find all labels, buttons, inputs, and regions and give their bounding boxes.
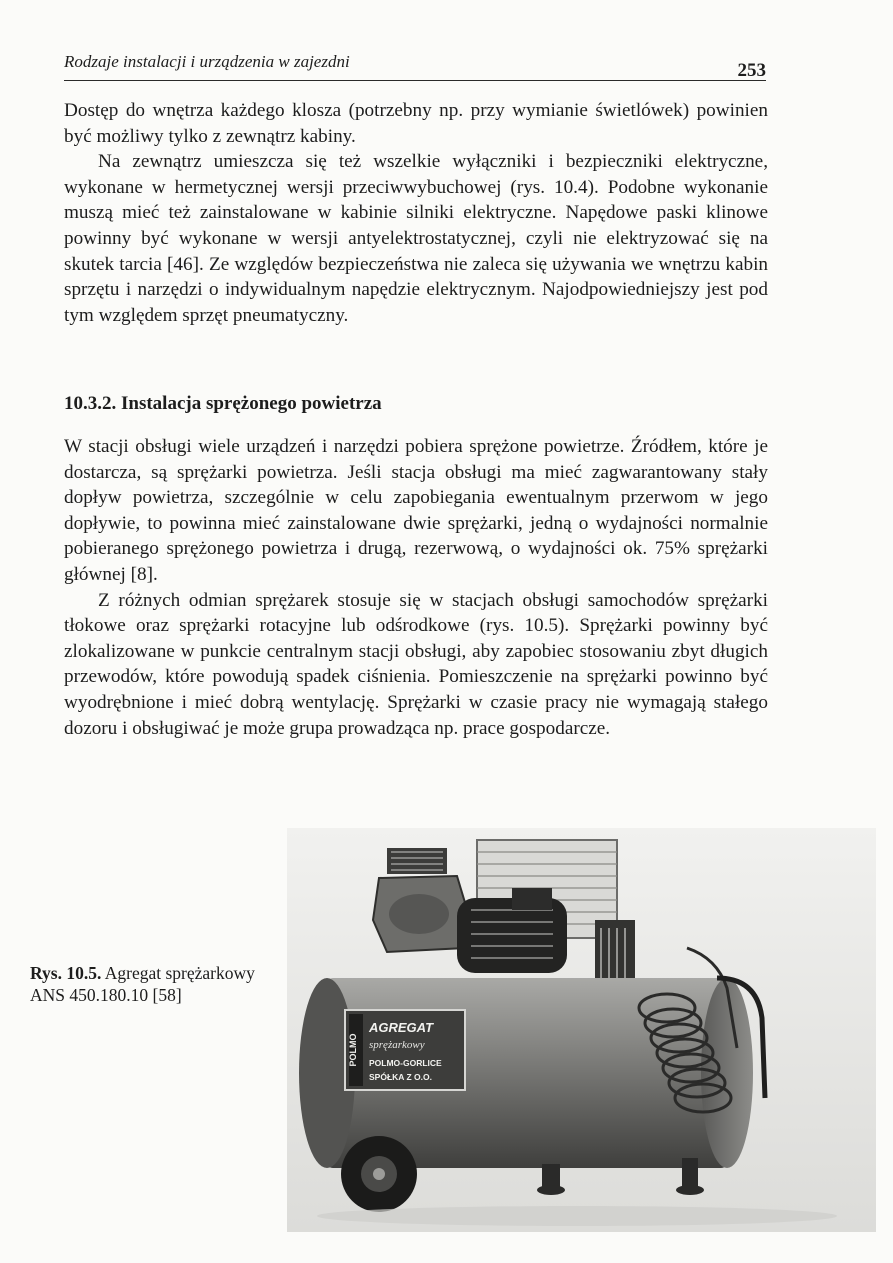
nameplate-title: AGREGAT: [369, 1020, 434, 1035]
paragraph-1: Dostęp do wnętrza każdego klosza (potrzebny np. przy wymianie świetlówek) powinien być możliwy tylko z zewnątrz kabiny.: [64, 100, 768, 147]
page-number: 253: [737, 60, 766, 81]
compressor-photo: [287, 828, 876, 1232]
running-title: Rodzaje instalacji i urządzenia w zajezdni: [64, 52, 350, 71]
electric-motor: [457, 888, 567, 973]
nameplate-company: SPÓŁKA Z O.O.: [369, 1072, 432, 1082]
paragraph-4: Z różnych odmian sprężarek stosuje się w stacjach obsługi samochodów sprężarki tłokowe oraz sprężarki rotacyjne lub odśrodkowe (rys. 10.5). Sprężarki powinny być zlokalizowane w punkcie centralnym stacji obsługi, aby zapobiec stosowaniu zbyt długich przewodów, które powodują spadek ciśnienia. Pomieszczenie na sprężarki powinno być wyodrębnione i mieć dobrą wentylację. Sprężarki w czasie pracy nie wymagają stałego dozoru i obsługiwać je może grupa prowadząca np. prace gospodarcze.: [64, 589, 768, 739]
floor-shadow: [317, 1206, 837, 1226]
text-block-bottom: [64, 434, 768, 741]
figure-caption: [30, 962, 266, 1006]
text-block-top: [64, 98, 768, 328]
paragraph-3: W stacji obsługi wiele urządzeń i narzędzi pobiera sprężone powietrze. Źródłem, które je dostarcza, są sprężarki powietrza. Jeśli stacja obsługi ma mieć zagwarantowany stały dopływ powietrza, szczególnie w celu zapobiegania ewentualnym przerwom w jego dopływie, to powinna mieć zainstalowane dwie sprężarki, jedną o wydajności normalnie pobieranego sprężonego powietrza i drugą, rezerwową, o wydajności ok. 75% sprężarki głównej [8].: [64, 436, 768, 585]
nameplate: [345, 1010, 465, 1090]
paragraph-2: Na zewnątrz umieszcza się też wszelkie wyłączniki i bezpieczniki elektryczne, wykonane w hermetycznej wersji przeciwwybuchowej (rys. 10.4). Podobne wykonanie muszą mieć też zainstalowane w kabinie silniki elektryczne. Napędowe paski klinowe powinny być wykonane w wersji antyelektrostatycznej, czyli nie elektryzować się na skutek tarcia [46]. Ze względów bezpieczeństwa nie zaleca się używania we wnętrzu kabin sprzętu i narzędzi o indywidualnym napędzie elektrycznym. Najodpowiedniejszy jest pod tym względem sprzęt pneumatyczny.: [64, 151, 768, 326]
section-heading: 10.3.2. Instalacja sprężonego powietrza: [64, 393, 382, 414]
caption-text: Agregat sprężarkowy ANS 450.180.10 [58]: [30, 963, 255, 1005]
nameplate-maker: POLMO-GORLICE: [369, 1058, 442, 1068]
header-rule: [64, 80, 766, 81]
compressor-illustration: [287, 828, 876, 1232]
caption-label: Rys. 10.5.: [30, 963, 102, 983]
wheel: [341, 1136, 417, 1212]
nameplate-logo: POLMO: [348, 1033, 358, 1067]
page-header: [64, 50, 766, 86]
nameplate-subtitle: sprężarkowy: [369, 1039, 425, 1051]
